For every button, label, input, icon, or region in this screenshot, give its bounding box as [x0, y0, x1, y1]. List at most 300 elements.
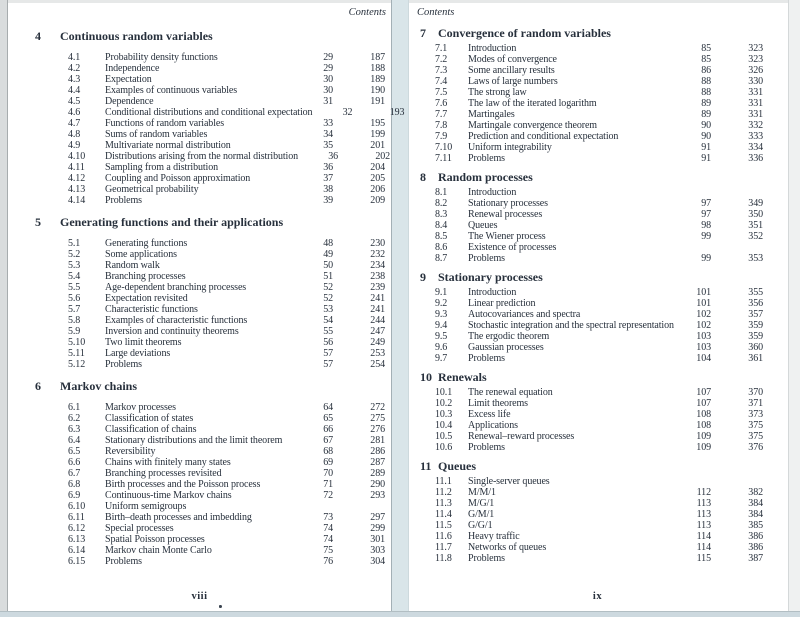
toc-entry — [408, 331, 787, 342]
chapter-heading — [408, 27, 787, 40]
section-title: Introduction — [468, 287, 517, 298]
toc-entry — [408, 209, 787, 220]
page-number-col1: 101 — [696, 287, 711, 298]
section-number: 6.6 — [68, 457, 81, 468]
chapter-title: Random processes — [438, 170, 533, 184]
page-number-col2: 326 — [748, 65, 763, 76]
section-title: Introduction — [468, 43, 517, 54]
page-number-col1: 65 — [323, 413, 333, 424]
section-number: 6.11 — [68, 512, 85, 523]
page-number-col2: 297 — [370, 512, 385, 523]
viewer-bottom-edge — [0, 611, 800, 617]
toc-entry — [408, 76, 787, 87]
page-number-col2: 386 — [748, 531, 763, 542]
section-title: Classification of states — [105, 413, 194, 424]
page-number-col1: 36 — [323, 162, 333, 173]
page-number-col1: 103 — [696, 331, 711, 342]
page-number-col2: 202 — [375, 151, 391, 162]
page-number-col2: 187 — [370, 52, 385, 63]
page-number-col1: 74 — [323, 534, 333, 545]
page-number-col2: 188 — [370, 63, 385, 74]
page-number-col2: 375 — [748, 420, 763, 431]
page-number-col2: 376 — [748, 442, 763, 453]
toc-chapter — [408, 460, 787, 564]
page-number-col1: 101 — [696, 298, 711, 309]
page-number-col1: 71 — [323, 479, 333, 490]
page-number-col2: 351 — [748, 220, 763, 231]
toc-entry — [408, 109, 787, 120]
section-title: G/M/1 — [468, 509, 495, 520]
page-number-col2: 304 — [370, 556, 385, 567]
section-number: 11.6 — [435, 531, 452, 542]
page-number-col2: 299 — [370, 523, 385, 534]
section-number: 8.3 — [435, 209, 448, 220]
toc-entry — [408, 342, 787, 353]
toc-chapter — [408, 171, 787, 264]
section-number: 6.13 — [68, 534, 86, 545]
section-number: 5.2 — [68, 249, 81, 260]
toc-entry — [8, 501, 391, 512]
section-number: 6.3 — [68, 424, 81, 435]
chapter-heading — [8, 30, 391, 43]
page-number-col2: 353 — [748, 253, 763, 264]
page-number-col1: 102 — [696, 320, 711, 331]
section-title: Heavy traffic — [468, 531, 520, 542]
section-title: Some ancillary results — [468, 65, 555, 76]
section-title: Birth–death processes and imbedding — [105, 512, 252, 523]
section-title: Problems — [105, 556, 142, 567]
section-number: 11.4 — [435, 509, 452, 520]
page-number-col2: 331 — [748, 98, 763, 109]
section-title: Sampling from a distribution — [105, 162, 219, 173]
page-number-col1: 57 — [323, 359, 333, 370]
page-number-col1: 89 — [701, 109, 711, 120]
section-title: Some applications — [105, 249, 177, 260]
chapter-heading — [8, 216, 391, 229]
page-number-col2: 293 — [370, 490, 385, 501]
toc-entry — [8, 402, 391, 413]
toc-entry — [408, 187, 787, 198]
section-title: Reversibility — [105, 446, 156, 457]
page-number-col1: 68 — [323, 446, 333, 457]
section-number: 5.4 — [68, 271, 81, 282]
section-number: 6.9 — [68, 490, 81, 501]
page-number-col2: 190 — [370, 85, 385, 96]
page-number-col2: 359 — [748, 331, 763, 342]
toc-entry — [408, 387, 787, 398]
toc-entry — [408, 487, 787, 498]
section-title: The Wiener process — [468, 231, 546, 242]
page-number-col2: 241 — [370, 304, 385, 315]
page-number-col2: 195 — [370, 118, 385, 129]
page-number-col2: 234 — [370, 260, 385, 271]
section-number: 7.8 — [435, 120, 448, 131]
page-number-col2 — [333, 501, 385, 512]
section-number: 6.8 — [68, 479, 81, 490]
page-number-col2: 382 — [748, 487, 763, 498]
page-number-col2 — [711, 476, 763, 487]
chapter-number: 11 — [420, 459, 432, 473]
chapter-number: 9 — [420, 270, 426, 284]
section-number: 9.4 — [435, 320, 448, 331]
section-number: 9.3 — [435, 309, 448, 320]
page-number-col1: 54 — [323, 315, 333, 326]
section-number: 10.3 — [435, 409, 453, 420]
page-number-col1: 86 — [701, 65, 711, 76]
toc-chapter — [408, 271, 787, 364]
page-number-col1: 91 — [701, 142, 711, 153]
chapter-heading — [408, 371, 787, 384]
page-number-col2: 330 — [748, 76, 763, 87]
page-number-col1: 29 — [323, 52, 333, 63]
toc-entry — [8, 107, 405, 118]
page-number-footer: viii — [191, 591, 208, 602]
section-number: 11.5 — [435, 520, 452, 531]
page-number-col2: 193 — [389, 107, 405, 118]
section-number: 5.11 — [68, 348, 85, 359]
section-number: 7.3 — [435, 65, 448, 76]
section-title: Inversion and continuity theorems — [105, 326, 239, 337]
page-number-col1: 99 — [701, 231, 711, 242]
toc-entry — [408, 65, 787, 76]
page-number-col1: 107 — [696, 387, 711, 398]
section-title: Queues — [468, 220, 498, 231]
section-title: Two limit theorems — [105, 337, 182, 348]
section-title: Geometrical probability — [105, 184, 199, 195]
section-title: Markov chain Monte Carlo — [105, 545, 212, 556]
toc-entry — [408, 409, 787, 420]
section-number: 7.5 — [435, 87, 448, 98]
toc-entry — [8, 63, 391, 74]
chapter-number: 4 — [35, 29, 41, 43]
chapter-heading — [408, 460, 787, 473]
toc-chapter — [8, 216, 391, 370]
toc-entry — [408, 131, 787, 142]
section-title: Sums of random variables — [105, 129, 208, 140]
section-title: Coupling and Poisson approximation — [105, 173, 251, 184]
toc-entry — [8, 413, 391, 424]
toc-entry — [8, 479, 391, 490]
section-title: Problems — [468, 353, 505, 364]
page-number-col1: 35 — [323, 140, 333, 151]
page-number-col2: 247 — [370, 326, 385, 337]
section-title: Problems — [105, 195, 142, 206]
page-number-col1: 104 — [696, 353, 711, 364]
page-number-col1: 34 — [323, 129, 333, 140]
toc-chapter — [8, 380, 391, 567]
toc-entry — [408, 420, 787, 431]
toc-entry — [8, 151, 391, 162]
page-number-col1: 103 — [696, 342, 711, 353]
page-number-col1: 36 — [328, 151, 339, 162]
right-page — [408, 3, 787, 608]
page-number-col2: 357 — [748, 309, 763, 320]
toc-entry — [408, 153, 787, 164]
toc-entry — [8, 512, 391, 523]
section-title: Martingales — [468, 109, 515, 120]
chapter-number: 8 — [420, 170, 426, 184]
toc-entry — [8, 140, 391, 151]
section-number: 8.5 — [435, 231, 448, 242]
page-number-col2: 241 — [370, 293, 385, 304]
section-number: 11.2 — [435, 487, 452, 498]
toc-entry — [408, 553, 787, 564]
toc-entry — [8, 446, 391, 457]
section-title: Problems — [468, 553, 505, 564]
page-number-col1: 32 — [342, 107, 353, 118]
toc-entry — [8, 74, 391, 85]
section-title: Gaussian processes — [468, 342, 544, 353]
section-number: 9.6 — [435, 342, 448, 353]
section-number: 4.12 — [68, 173, 86, 184]
page-number-col2 — [711, 242, 763, 253]
toc-entry — [408, 298, 787, 309]
section-title: Distributions arising from the normal distribution — [105, 151, 299, 162]
toc-entry — [408, 198, 787, 209]
page-number-col1: 88 — [701, 87, 711, 98]
toc-entry — [408, 309, 787, 320]
page-number-col2: 244 — [370, 315, 385, 326]
page-number-col2: 384 — [748, 509, 763, 520]
chapter-title: Markov chains — [60, 379, 138, 393]
page-number-col1: 90 — [701, 120, 711, 131]
section-title: Problems — [468, 442, 505, 453]
page-number-col1: 112 — [696, 487, 711, 498]
section-title: Spatial Poisson processes — [105, 534, 205, 545]
section-number: 5.3 — [68, 260, 81, 271]
section-number: 5.10 — [68, 337, 86, 348]
toc-chapter — [8, 29, 405, 206]
toc-entry — [408, 54, 787, 65]
section-number: 11.7 — [435, 542, 452, 553]
section-number: 5.12 — [68, 359, 86, 370]
chapter-title: Generating functions and their applications — [60, 215, 284, 229]
section-title: Birth processes and the Poisson process — [105, 479, 261, 490]
chapter-title: Stationary processes — [438, 270, 543, 284]
section-number: 5.7 — [68, 304, 81, 315]
page-number-col1: 108 — [696, 420, 711, 431]
page-number-col1: 99 — [701, 253, 711, 264]
section-title: Stochastic integration and the spectral representation — [468, 320, 674, 331]
page-number-col1: 75 — [323, 545, 333, 556]
toc-entry — [408, 43, 787, 54]
page-number-col1: 73 — [323, 512, 333, 523]
page-number-col1: 66 — [323, 424, 333, 435]
section-number: 4.4 — [68, 85, 81, 96]
page-number-footer: ix — [592, 591, 603, 602]
chapter-number: 5 — [35, 215, 41, 229]
page-number-col1: 115 — [696, 553, 711, 564]
section-title: Stationary distributions and the limit theorem — [105, 435, 283, 446]
toc-chapter — [408, 27, 787, 164]
toc-entry — [8, 523, 391, 534]
chapter-title: Queues — [438, 459, 477, 473]
page-number-col1: 91 — [701, 153, 711, 164]
page-number-col1: 97 — [701, 198, 711, 209]
page-number-col1: 90 — [701, 131, 711, 142]
section-title: The strong law — [468, 87, 527, 98]
section-number: 9.5 — [435, 331, 448, 342]
section-number: 8.4 — [435, 220, 448, 231]
section-number: 6.15 — [68, 556, 86, 567]
page-number-col1: 64 — [323, 402, 333, 413]
page-number-col1: 31 — [323, 96, 333, 107]
section-number: 11.1 — [435, 476, 452, 487]
page-number-col2: 286 — [370, 446, 385, 457]
section-title: Special processes — [105, 523, 174, 534]
toc-entry — [8, 556, 391, 567]
toc-entry — [8, 184, 391, 195]
page-number-col1: 70 — [323, 468, 333, 479]
page-number-col2: 272 — [370, 402, 385, 413]
page-number-col2: 230 — [370, 238, 385, 249]
page-number-col1: 109 — [696, 431, 711, 442]
page-number-col1: 114 — [696, 542, 711, 553]
page-number-col2: 287 — [370, 457, 385, 468]
page-number-col2: 361 — [748, 353, 763, 364]
toc-entry — [408, 220, 787, 231]
toc-entry — [8, 424, 391, 435]
section-number: 10.4 — [435, 420, 453, 431]
page-number-col2: 254 — [370, 359, 385, 370]
toc-entry — [408, 520, 787, 531]
section-title: Existence of processes — [468, 242, 557, 253]
section-title: Branching processes — [105, 271, 186, 282]
page-number-col1: 53 — [323, 304, 333, 315]
section-number: 11.8 — [435, 553, 452, 564]
page-number-col1: 50 — [323, 260, 333, 271]
page-number-col1: 74 — [323, 523, 333, 534]
toc-entry — [8, 534, 391, 545]
page-number-col2: 239 — [370, 282, 385, 293]
toc-entry — [8, 293, 391, 304]
section-title: Probability density functions — [105, 52, 218, 63]
toc-chapter — [408, 371, 787, 453]
section-title: Excess life — [468, 409, 511, 420]
page-number-col2: 359 — [748, 320, 763, 331]
page-number-col2: 323 — [748, 43, 763, 54]
page-number-col2: 281 — [370, 435, 385, 446]
toc-entry — [408, 531, 787, 542]
section-number: 5.6 — [68, 293, 81, 304]
contents-running-header: Contents — [348, 7, 386, 18]
toc-entry — [8, 271, 391, 282]
page-number-col1: 52 — [323, 282, 333, 293]
section-number: 5.9 — [68, 326, 81, 337]
section-number: 6.2 — [68, 413, 81, 424]
toc-entry — [8, 260, 391, 271]
chapter-heading — [408, 171, 787, 184]
section-number: 7.2 — [435, 54, 448, 65]
section-number: 8.6 — [435, 242, 448, 253]
page-number-col1: 85 — [701, 54, 711, 65]
section-number: 10.5 — [435, 431, 453, 442]
page-number-col2: 360 — [748, 342, 763, 353]
page-number-col2: 375 — [748, 431, 763, 442]
section-number: 8.1 — [435, 187, 448, 198]
section-title: M/G/1 — [468, 498, 495, 509]
page-number-col1: 51 — [323, 271, 333, 282]
viewer-left-edge — [0, 0, 8, 616]
toc-entry — [8, 238, 391, 249]
page-number-col1: 107 — [696, 398, 711, 409]
section-title: Chains with finitely many states — [105, 457, 231, 468]
section-title: Branching processes revisited — [105, 468, 222, 479]
section-title: Continuous-time Markov chains — [105, 490, 232, 501]
page-number-col2: 191 — [370, 96, 385, 107]
section-title: Conditional distributions and conditional expectation — [105, 107, 313, 118]
section-number: 4.2 — [68, 63, 81, 74]
section-number: 7.9 — [435, 131, 448, 142]
page-number-col1: 76 — [323, 556, 333, 567]
section-number: 5.5 — [68, 282, 81, 293]
section-number: 6.4 — [68, 435, 81, 446]
page-number-col2: 355 — [748, 287, 763, 298]
section-number: 9.1 — [435, 287, 448, 298]
section-title: Markov processes — [105, 402, 176, 413]
chapter-title: Convergence of random variables — [438, 26, 611, 40]
section-title: Expectation revisited — [105, 293, 188, 304]
section-title: Networks of queues — [468, 542, 547, 553]
section-number: 10.2 — [435, 398, 453, 409]
page-number-col2: 373 — [748, 409, 763, 420]
page-number-col2: 204 — [370, 162, 385, 173]
page-number-col2: 331 — [748, 109, 763, 120]
page-number-col2: 199 — [370, 129, 385, 140]
toc-entry — [8, 435, 391, 446]
section-number: 11.3 — [435, 498, 452, 509]
section-title: Dependence — [105, 96, 154, 107]
page-number-col2: 253 — [370, 348, 385, 359]
page-number-col1: 98 — [701, 220, 711, 231]
section-number: 4.3 — [68, 74, 81, 85]
toc-entry — [8, 195, 391, 206]
section-title: Examples of continuous variables — [105, 85, 238, 96]
toc-entry — [408, 353, 787, 364]
page-number-col2: 303 — [370, 545, 385, 556]
toc-entry — [408, 476, 787, 487]
section-number: 8.7 — [435, 253, 448, 264]
page-number-col1: 72 — [323, 490, 333, 501]
toc-entry — [8, 173, 391, 184]
page-number-col1: 67 — [323, 435, 333, 446]
section-number: 7.6 — [435, 98, 448, 109]
section-number: 4.9 — [68, 140, 81, 151]
page-number-col2: 290 — [370, 479, 385, 490]
chapter-number: 7 — [420, 26, 426, 40]
toc-entry — [8, 129, 391, 140]
section-title: Age-dependent branching processes — [105, 282, 247, 293]
section-title: Examples of characteristic functions — [105, 315, 248, 326]
toc-entry — [408, 242, 787, 253]
page-number-col2: 289 — [370, 468, 385, 479]
toc-entry — [408, 542, 787, 553]
page-number-col1: 102 — [696, 309, 711, 320]
toc-entry — [8, 359, 391, 370]
section-number: 8.2 — [435, 198, 448, 209]
page-number-col1 — [679, 476, 711, 487]
section-title: Problems — [468, 253, 505, 264]
toc-entry — [408, 231, 787, 242]
page-number-col2: 331 — [748, 87, 763, 98]
page-number-col1: 48 — [323, 238, 333, 249]
toc-entry — [8, 315, 391, 326]
section-title: Generating functions — [105, 238, 188, 249]
section-title: Large deviations — [105, 348, 171, 359]
page-number-col2: 276 — [370, 424, 385, 435]
toc-entry — [8, 348, 391, 359]
page-number-col1: 89 — [701, 98, 711, 109]
